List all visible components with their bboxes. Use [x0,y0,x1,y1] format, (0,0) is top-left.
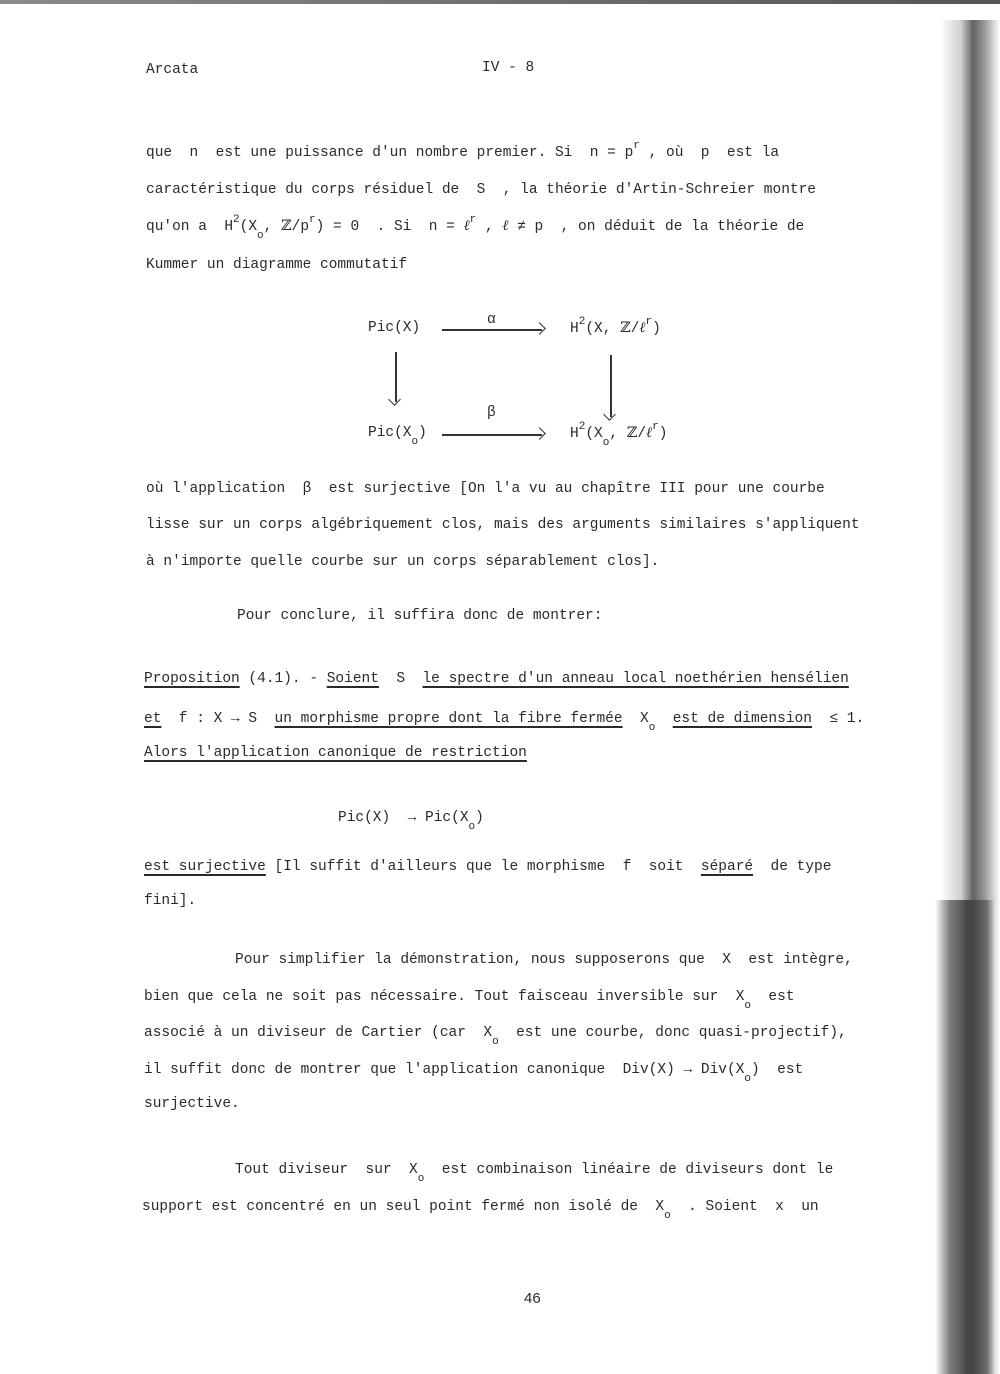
diagram-bottom-left: $Pic(X_o)$ [368,425,427,448]
arrow-right-alpha-icon [442,329,542,331]
page-number: 46 [524,1290,541,1307]
proposition-line-2: et f : X → S un morphisme propre dont la fibre fermée $X_o$ est de dimension ≤ 1. [144,711,865,734]
paragraph-1-line-3: qu'on a $H^2(X_o$, $ℤ/p^r) = 0$ . Si n = ℓ$^r$ , ℓ ≠ p , on déduit de la théorie de [146,214,805,242]
proposition-formula: $Pic(X) \to Pic(X_o)$ [338,810,484,833]
paragraph-5-line-2: support est concentré en un seul point fermé non isolé de $X_o$ . Soient x un [142,1199,819,1222]
running-header-section: IV - 8 [482,60,535,76]
paragraph-4-line-3: associé à un diviseur de Cartier (car $X_o$ est une courbe, donc quasi-projectif), [144,1025,847,1048]
paragraph-4-line-1: Pour simplifier la démonstration, nous supposerons que X est intègre, [235,952,853,968]
scan-binding-shadow-lower [935,900,995,1374]
running-header-left: Arcata [146,62,199,78]
proposition-line-1: Proposition (4.1). - Soient S le spectre d'un anneau local noethérien hensélien [144,671,849,687]
arrow-down-right-icon [610,355,612,417]
diagram-alpha-label: α [487,312,496,328]
paragraph-2-line-2: lisse sur un corps algébriquement clos, mais des arguments similaires s'appliquent [146,517,860,533]
paragraph-4-line-5: surjective. [144,1096,240,1112]
arrow-down-left-icon [395,352,397,402]
diagram-beta-label: β [487,405,496,421]
proposition-label: Proposition [144,671,240,687]
arrow-right-beta-icon [442,434,542,436]
paragraph-3: Pour conclure, il suffira donc de montrer: [237,608,603,624]
proposition-line-4: est surjective [Il suffit d'ailleurs que le morphisme f soit séparé de type [144,859,832,875]
paragraph-1-line-2: caractéristique du corps résiduel de S , la théorie d'Artin-Schreier montre [146,182,817,198]
paragraph-2-line-3: à n'importe quelle courbe sur un corps séparablement clos]. [146,554,660,570]
paragraph-4-line-2: bien que cela ne soit pas nécessaire. Tout faisceau inversible sur $X_o$ est [144,989,795,1012]
diagram-top-right: $H^2(X$, ℤ/ℓ$^r$) [570,316,661,337]
paragraph-1-line-4: Kummer un diagramme commutatif [146,257,408,273]
proposition-line-3: Alors l'application canonique de restriction [144,745,527,761]
paragraph-2-line-1: où l'application β est surjective [On l'a vu au chapître III pour une courbe [146,481,825,497]
diagram-top-left: Pic(X) [368,320,421,336]
scan-top-edge [0,0,1000,4]
paragraph-5-line-1: Tout diviseur sur $X_o$ est combinaison linéaire de diviseurs dont le [235,1162,834,1185]
paragraph-1-line-1: que n est une puissance d'un nombre premier. Si $n = p^r$ , où p est la [146,140,780,161]
diagram-bottom-right: $H^2(X_o$, ℤ/ℓ$^r$) [570,421,668,449]
paragraph-4-line-4: il suffit donc de montrer que l'application canonique $Div(X) \to Div(X_o)$ est [144,1062,804,1085]
proposition-line-5: fini]. [144,893,197,909]
